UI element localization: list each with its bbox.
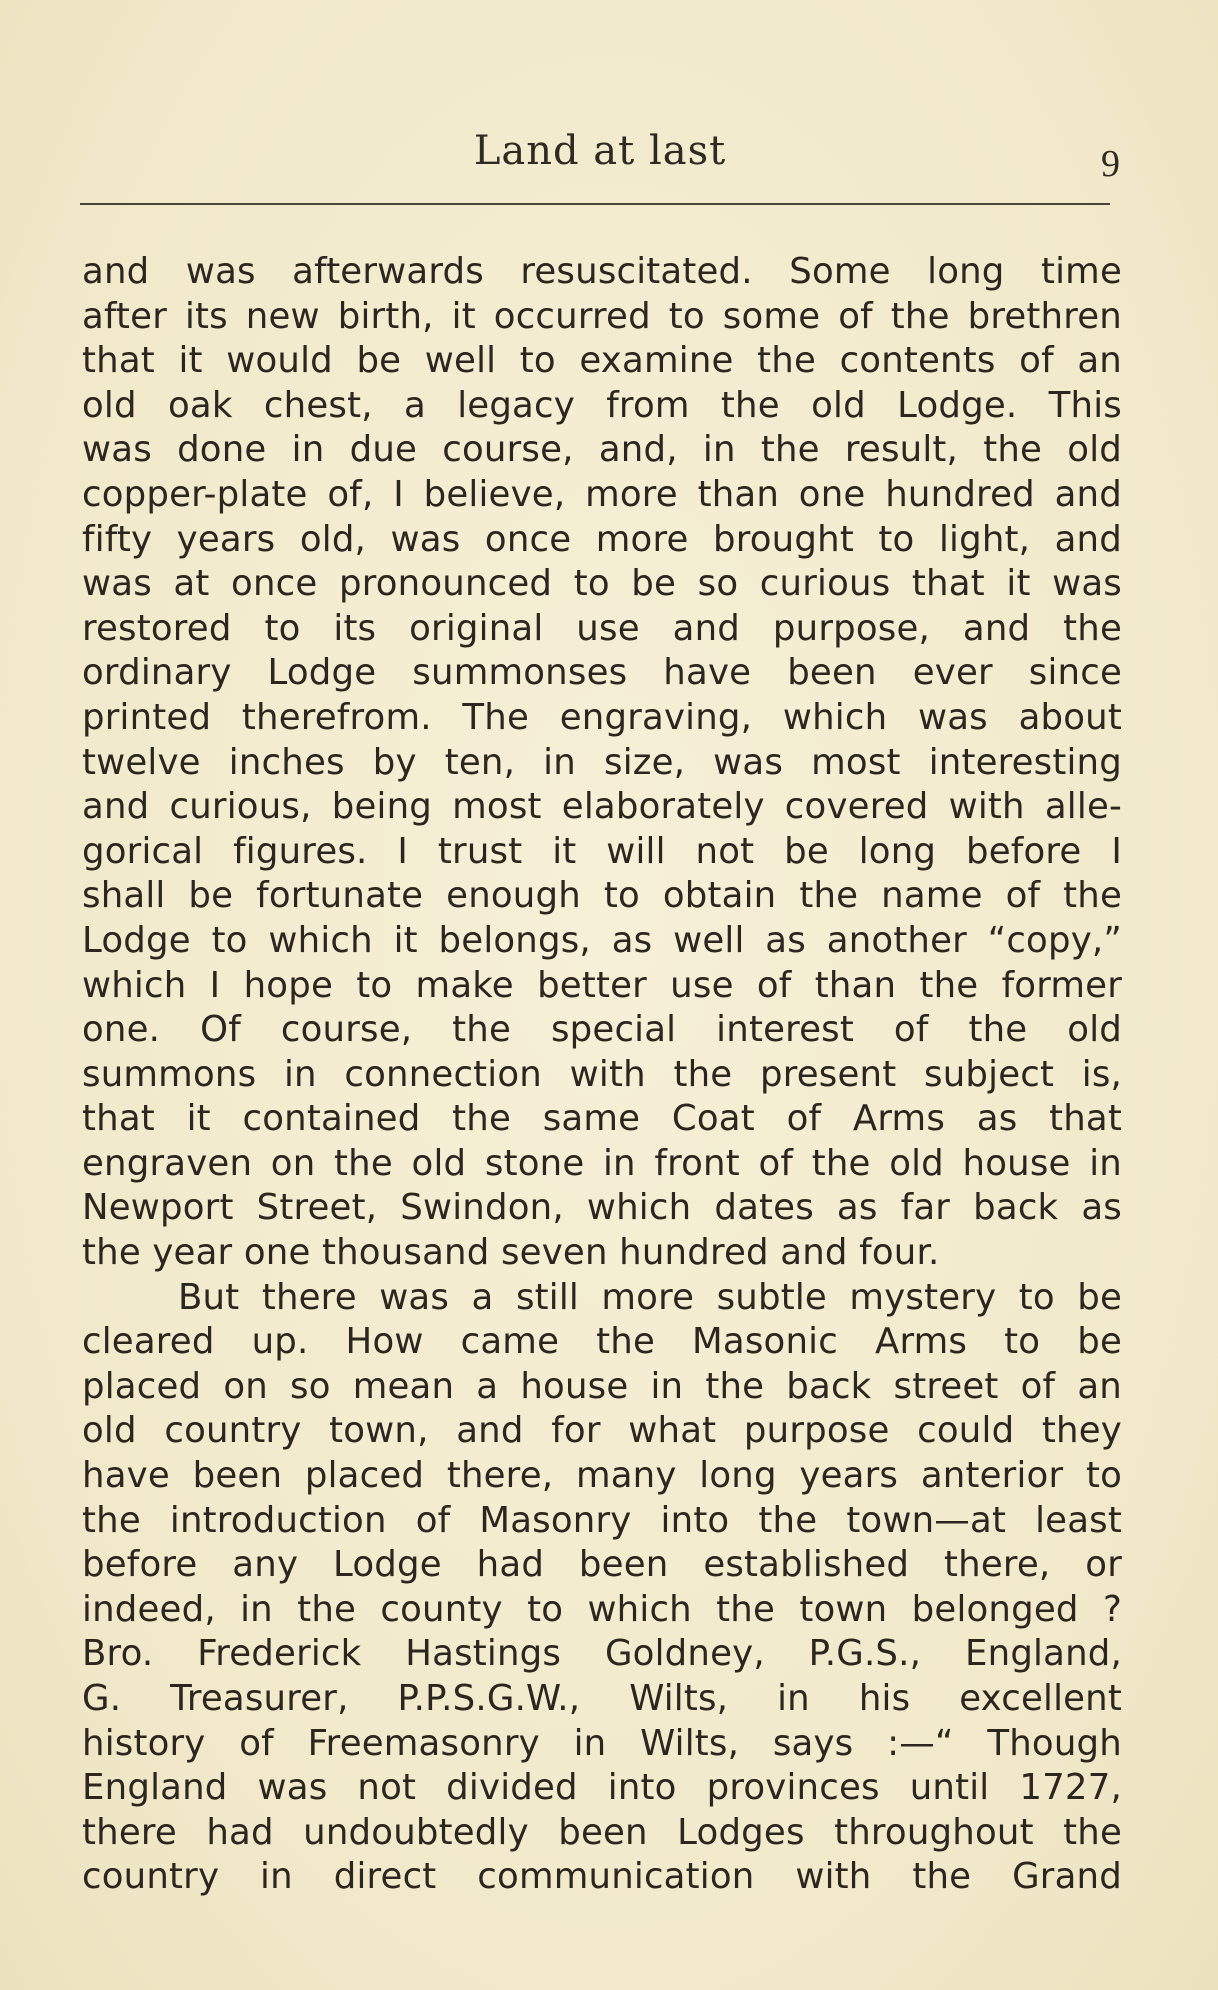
page-number: 9 — [1101, 143, 1120, 185]
text-line: placed on so mean a house in the back street of an — [82, 1365, 1122, 1407]
running-head — [80, 128, 1120, 188]
text-line: was at once pronounced to be so curious that it was — [82, 563, 1122, 605]
text-line: old country town, and for what purpose could they — [82, 1410, 1122, 1452]
text-line: and curious, being most elaborately covered with alle- — [82, 786, 1122, 828]
text-line: before any Lodge had been established there, or — [82, 1544, 1122, 1586]
body-text — [82, 250, 1122, 1900]
text-line: twelve inches by ten, in size, was most interesting — [82, 741, 1122, 783]
text-line: the year one thousand seven hundred and four. — [82, 1232, 940, 1274]
text-line: ordinary Lodge summonses have been ever since — [82, 652, 1122, 694]
text-line: England was not divided into provinces until 1727, — [82, 1767, 1122, 1809]
text-line: shall be fortunate enough to obtain the name of the — [82, 875, 1122, 917]
text-line: that it would be well to examine the contents of an — [82, 340, 1122, 382]
text-line: old oak chest, a legacy from the old Lodge. This — [82, 384, 1122, 426]
text-line: and was afterwards resuscitated. Some long time — [82, 251, 1122, 292]
text-line: G. Treasurer, P.P.S.G.W., Wilts, in his excellent — [82, 1678, 1122, 1719]
text-line: gorical figures. I trust it will not be long before I — [82, 830, 1122, 872]
text-line: there had undoubtedly been Lodges throughout the — [82, 1811, 1122, 1853]
text-line: Newport Street, Swindon, which dates as far back as — [82, 1187, 1122, 1229]
text-line: summons in connection with the present subject is, — [82, 1053, 1122, 1095]
text-line: that it contained the same Coat of Arms as that — [82, 1098, 1122, 1140]
text-line: restored to its original use and purpose, and the — [82, 607, 1122, 649]
text-line: after its new birth, it occurred to some of the brethren — [82, 295, 1122, 337]
text-line: engraven on the old stone in front of the old house in — [82, 1142, 1122, 1184]
text-line: have been placed there, many long years anterior to — [82, 1455, 1122, 1497]
text-line: cleared up. How came the Masonic Arms to be — [82, 1321, 1122, 1363]
text-line: copper-plate of, I believe, more than one hundred and — [82, 473, 1122, 515]
text-line: indeed, in the county to which the town belonged ? — [82, 1588, 1122, 1630]
text-line: Bro. Frederick Hastings Goldney, P.G.S., England, — [82, 1633, 1122, 1675]
text-line: Lodge to which it belongs, as well as another “copy,” — [82, 919, 1122, 961]
text-line: country in direct communication with the Grand — [82, 1856, 1122, 1898]
text-line: history of Freemasonry in Wilts, says :—“ Though — [82, 1722, 1122, 1764]
text-line: printed therefrom. The engraving, which was about — [82, 696, 1122, 738]
running-head-title: Land at last — [473, 128, 727, 174]
text-line: But there was a still more subtle mystery to be — [178, 1276, 1122, 1318]
text-line: fifty years old, was once more brought to light, and — [82, 518, 1122, 560]
text-line: which I hope to make better use of than the former — [82, 964, 1122, 1006]
text-line: the introduction of Masonry into the town—at least — [82, 1499, 1122, 1541]
text-line: one. Of course, the special interest of the old — [82, 1009, 1122, 1051]
header-rule — [80, 203, 1110, 205]
text-line: was done in due course, and, in the result, the old — [82, 429, 1122, 471]
